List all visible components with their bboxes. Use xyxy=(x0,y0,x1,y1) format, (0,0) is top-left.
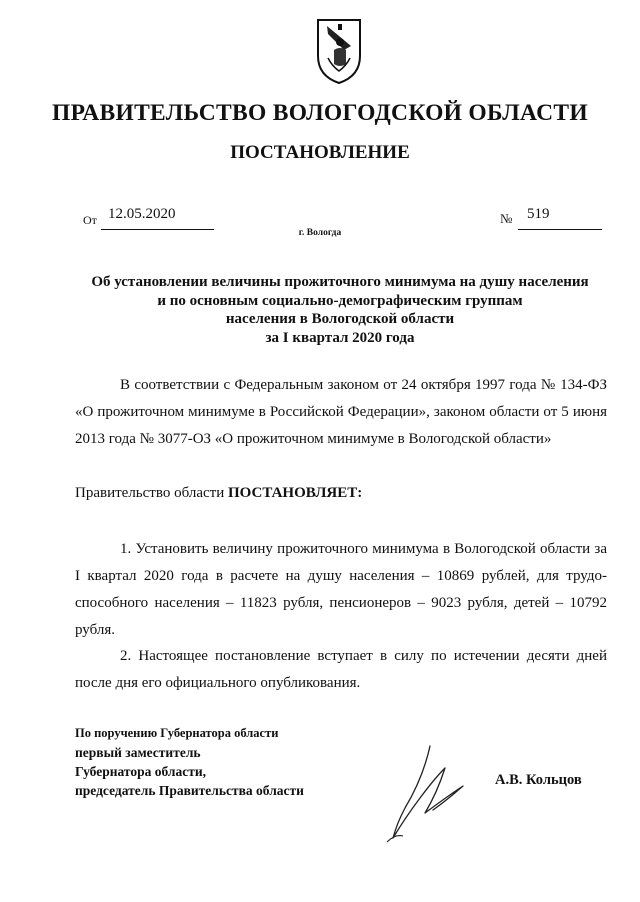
heading-line: и по основным социально-демографическим группам xyxy=(157,292,523,309)
item-2-paragraph: 2. Настоящее постановление вступает в силу по истечении десяти дней после дня его официального опубликования. xyxy=(75,648,607,691)
document-city: г. Вологда xyxy=(298,228,342,238)
document-date: 12.05.2020 xyxy=(108,206,176,222)
heading-line: за I квартал 2020 года xyxy=(265,329,415,346)
date-prefix: От xyxy=(83,213,97,227)
handwritten-signature xyxy=(375,738,475,848)
preamble-paragraph: В соответствии с Федеральным законом от 24 октября 1997 года № 134-ФЗ «О прожиточном минимуме в Российской Федерации», законом области от 5 июня 2013 года № 3077-ОЗ «О прожиточном минимуме в Вологодской области» xyxy=(75,377,607,447)
number-underline xyxy=(518,229,602,230)
heading-line: Об установлении величины прожиточного минимума на душу населения xyxy=(91,274,589,290)
signatory-title xyxy=(75,724,304,800)
resolution-paragraph xyxy=(75,480,607,507)
signatory-line: Губернатора области, xyxy=(75,764,206,779)
resolution-prefix: Правительство области xyxy=(75,485,225,501)
number-prefix: № xyxy=(500,211,513,226)
signatory-line: председатель Правительства области xyxy=(75,783,304,798)
document-heading xyxy=(0,273,640,347)
document-type: ПОСТАНОВЛЕНИЕ xyxy=(230,142,410,163)
signer-name: А.В. Кольцов xyxy=(495,772,582,788)
signatory-line: По поручению Губернатора области xyxy=(75,726,279,740)
resolution-keyword: ПОСТАНОВЛЯЕТ: xyxy=(227,485,363,501)
item-1-paragraph: 1. Установить величину прожиточного минимума в Вологодской области за I квартал 2020 года в расчете на душу населения – 10869 рублей, для трудо-способного населения – 11823 рубля, пенсионеров – 9023 рубля, детей – 10792 рубля. xyxy=(75,541,607,638)
coat-of-arms-icon xyxy=(314,16,364,86)
signatory-line: первый заместитель xyxy=(75,745,201,760)
document-number: 519 xyxy=(527,206,550,222)
heading-line: населения в Вологодской области xyxy=(225,311,455,327)
government-title: ПРАВИТЕЛЬСТВО ВОЛОГОДСКОЙ ОБЛАСТИ xyxy=(52,100,588,126)
